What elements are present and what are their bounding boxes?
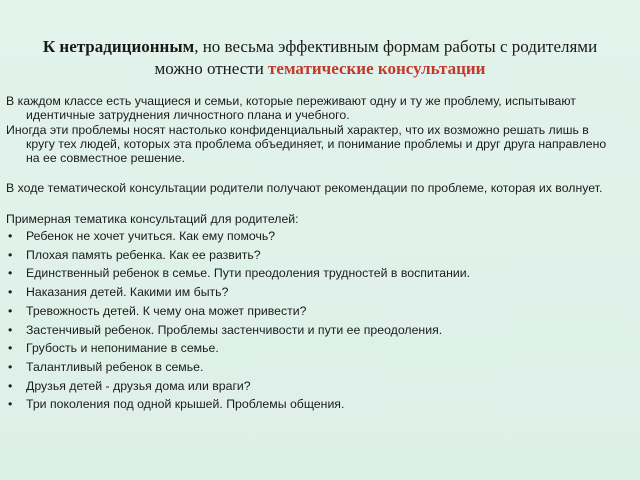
topics-list <box>6 229 616 411</box>
topic-text: Единственный ребенок в семье. Пути преодоления трудностей в воспитании. <box>26 266 471 281</box>
paragraph-3: В ходе тематической консультации родители получают рекомендации по проблеме, которая их волнует. <box>6 181 603 196</box>
topic-text: Друзья детей - друзья дома или враги? <box>26 378 251 393</box>
bullet-icon: • <box>8 229 13 244</box>
bullet-icon: • <box>8 266 13 281</box>
bullet-icon: • <box>8 359 13 374</box>
slide-body <box>6 94 616 416</box>
title-highlight: тематические консультации <box>268 59 486 78</box>
paragraph-2: Иногда эти проблемы носят настолько конфиденциальный характер, что их возможно решать лишь в кругу тех людей, которых эта проблема объединяет, и понимание проблемы и друг друга направлено на ее совместное решение. <box>6 122 607 166</box>
list-item <box>6 304 616 318</box>
topic-text: Тревожность детей. К чему она может привести? <box>26 303 307 318</box>
title-middle: , но весьма эффективным формам работы с родителями можно отнести <box>154 37 598 78</box>
bullet-icon: • <box>8 303 13 318</box>
bullet-icon: • <box>8 247 13 262</box>
list-item <box>6 397 616 411</box>
bullet-icon: • <box>8 341 13 356</box>
topic-text: Три поколения под одной крышей. Проблемы общения. <box>26 397 345 412</box>
list-item <box>6 379 616 393</box>
title-lead: К нетрадиционным <box>42 37 195 56</box>
bullet-icon: • <box>8 378 13 393</box>
slide-title <box>24 36 616 80</box>
list-item <box>6 285 616 299</box>
list-item <box>6 266 616 280</box>
bullet-icon: • <box>8 397 13 412</box>
list-item <box>6 341 616 355</box>
topic-text: Грубость и непонимание в семье. <box>26 341 219 356</box>
list-item <box>6 248 616 262</box>
paragraph-1: В каждом классе есть учащиеся и семьи, которые переживают одну и ту же проблему, испытывают идентичные затруднения личностного плана и учебного. <box>6 94 576 123</box>
topic-text: Ребенок не хочет учиться. Как ему помочь? <box>26 229 276 244</box>
topic-text: Плохая память ребенка. Как ее развить? <box>26 247 261 262</box>
topic-text: Талантливый ребенок в семье. <box>26 359 204 374</box>
bullet-icon: • <box>8 285 13 300</box>
bullet-icon: • <box>8 322 13 337</box>
list-item <box>6 323 616 337</box>
list-intro: Примерная тематика консультаций для родителей: <box>6 211 299 226</box>
topic-text: Наказания детей. Какими им быть? <box>26 285 229 300</box>
list-item <box>6 229 616 243</box>
topic-text: Застенчивый ребенок. Проблемы застенчивости и пути ее преодоления. <box>26 322 443 337</box>
list-item <box>6 360 616 374</box>
